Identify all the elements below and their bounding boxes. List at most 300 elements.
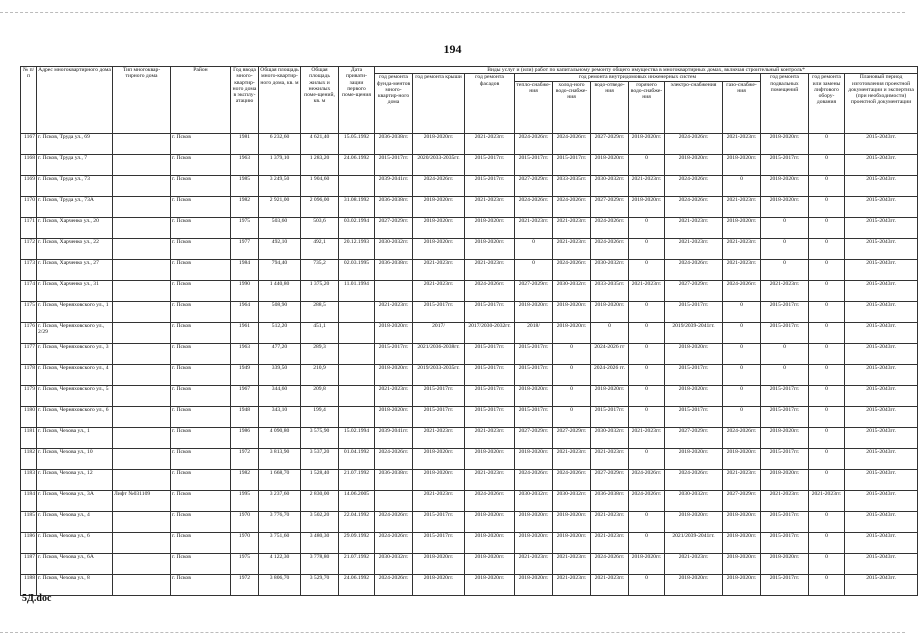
cell-privat-date	[339, 301, 375, 322]
cell-roof: 2015-2017гг.	[413, 532, 465, 553]
cell-hot-water: 0	[629, 511, 665, 532]
cell-year: 1985	[231, 175, 259, 196]
header-address: Адрес многоквартирного дома	[37, 67, 113, 134]
cell-electric: 2021-2023гг.	[665, 238, 723, 259]
cell-year: 1984	[231, 259, 259, 280]
table-body	[21, 133, 918, 595]
cell-address: г. Псков, Черняховского ул., 2/29	[37, 322, 113, 343]
cell-cold-water: 2030-2032гг.	[553, 490, 591, 511]
cell-living-area: 492,1	[301, 238, 339, 259]
cell-district: г. Псков	[171, 196, 231, 217]
cell-year: 1982	[231, 196, 259, 217]
cell-roof: 2018-2020гг.	[413, 574, 465, 595]
cell-planned: 2015-2043гг.	[845, 301, 918, 322]
table-row	[21, 301, 918, 322]
cell-facade: 2021-2023гг.	[465, 259, 515, 280]
cell-total-area: 6 232,60	[259, 133, 301, 154]
cell-basement: 2015-2017гг.	[761, 154, 809, 175]
cell-year: 1982	[231, 469, 259, 490]
cell-gas: 0	[723, 301, 761, 322]
cell-roof: 2021-2023гг.	[413, 490, 465, 511]
cell-address: г. Псков, Труда ул., 7	[37, 154, 113, 175]
cell-facade: 2021-2023гг.	[465, 469, 515, 490]
cell-planned: 2015-2043гг.	[845, 217, 918, 238]
cell-electric: 2024-2026гг.	[665, 469, 723, 490]
cell-district: г. Псков	[171, 490, 231, 511]
cell-foundation: 2036-2038гг.	[375, 196, 413, 217]
cell-living-area: 209,8	[301, 385, 339, 406]
cell-hot-water: 2018-2020гг.	[629, 133, 665, 154]
cell-type	[113, 448, 171, 469]
cell-basement: 0	[761, 364, 809, 385]
cell-electric: 2024-2026гг.	[665, 259, 723, 280]
cell-foundation: 2024-2026гг.	[375, 574, 413, 595]
cell-privat-date: 31.08.1992	[339, 196, 375, 217]
cell-address: г. Псков, Труда ул., 73	[37, 175, 113, 196]
cell-gas: 0	[723, 385, 761, 406]
cell-total-area: 343,10	[259, 406, 301, 427]
cell-heat: 2018-2020гг.	[515, 385, 553, 406]
cell-num: 1179	[21, 385, 37, 406]
cell-electric: 2027-2029гг.	[665, 427, 723, 448]
cell-facade: 2018-2020гг.	[465, 574, 515, 595]
cell-cold-water: 2024-2026гг.	[553, 259, 591, 280]
cell-address: г. Псков, Чехова ул., 10	[37, 448, 113, 469]
cell-roof: 2024-2026гг.	[413, 175, 465, 196]
cell-drainage: 2024-2026 гг	[591, 343, 629, 364]
cell-heat: 2015-2017гг.	[515, 343, 553, 364]
capital-repair-table	[20, 66, 918, 596]
cell-gas: 2018-2020гг.	[723, 217, 761, 238]
cell-heat: 2015-2017гг.	[515, 154, 553, 175]
cell-heat: 0	[515, 238, 553, 259]
cell-district: г. Псков	[171, 385, 231, 406]
cell-basement: 2021-2023гг.	[761, 490, 809, 511]
cell-type	[113, 427, 171, 448]
header-num: № п/п	[21, 67, 37, 134]
cell-basement: 2018-2020гг.	[761, 133, 809, 154]
cell-drainage: 0	[591, 322, 629, 343]
cell-facade: 2018-2020гг.	[465, 532, 515, 553]
cell-roof: 2018-2020гг.	[413, 217, 465, 238]
cell-district: г. Псков	[171, 364, 231, 385]
cell-type	[113, 154, 171, 175]
cell-year: 1990	[231, 280, 259, 301]
cell-basement: 2015-2017гг.	[761, 532, 809, 553]
cell-elevator: 0	[809, 154, 845, 175]
cell-gas: 2027-2029гг.	[723, 490, 761, 511]
cell-gas: 2024-2026гг.	[723, 280, 761, 301]
cell-basement: 2018-2020гг.	[761, 196, 809, 217]
header-type: Тип многоквар-тирного дома	[113, 67, 171, 134]
header-privat-date: Дата привати-зации первого поме-щения	[339, 67, 375, 134]
cell-type	[113, 217, 171, 238]
cell-heat: 2021-2023гг.	[515, 217, 553, 238]
cell-district: г. Псков	[171, 532, 231, 553]
cell-living-area: 3 529,70	[301, 574, 339, 595]
cell-electric: 2018-2020гг.	[665, 343, 723, 364]
cell-basement: 2018-2020гг.	[761, 175, 809, 196]
cell-heat: 2021-2023гг.	[515, 553, 553, 574]
cell-roof: 2017/	[413, 322, 465, 343]
cell-living-area: 3 778,80	[301, 553, 339, 574]
cell-cold-water: 2021-2023гг.	[553, 217, 591, 238]
cell-privat-date	[339, 343, 375, 364]
cell-district: г. Псков	[171, 511, 231, 532]
cell-living-area: 1 528,40	[301, 469, 339, 490]
cell-living-area: 210,9	[301, 364, 339, 385]
cell-privat-date: 29.09.1992	[339, 532, 375, 553]
scan-edge-bottom	[0, 632, 905, 633]
cell-basement: 2015-2017гг.	[761, 448, 809, 469]
cell-address: г. Псков, Чехова ул., 12	[37, 469, 113, 490]
cell-gas: 2024-2026гг.	[723, 427, 761, 448]
cell-elevator: 0	[809, 280, 845, 301]
cell-basement: 0	[761, 259, 809, 280]
cell-foundation: 2024-2026гг.	[375, 448, 413, 469]
cell-planned: 2015-2043гг.	[845, 406, 918, 427]
cell-planned: 2015-2043гг.	[845, 175, 918, 196]
cell-planned: 2015-2043гг.	[845, 343, 918, 364]
cell-privat-date: 02.03.1995	[339, 259, 375, 280]
cell-facade: 2015-2017гг.	[465, 385, 515, 406]
table-row	[21, 196, 918, 217]
cell-roof: 2021-2023гг.	[413, 259, 465, 280]
cell-num: 1188	[21, 574, 37, 595]
cell-living-area: 288,5	[301, 301, 339, 322]
cell-planned: 2015-2043гг.	[845, 259, 918, 280]
table-row	[21, 280, 918, 301]
cell-hot-water: 0	[629, 301, 665, 322]
cell-planned: 2015-2043гг.	[845, 364, 918, 385]
cell-elevator: 0	[809, 217, 845, 238]
cell-living-area: 289,3	[301, 343, 339, 364]
cell-electric: 2018-2020гг.	[665, 448, 723, 469]
cell-address: г. Псков, Черняховского ул., 4	[37, 364, 113, 385]
cell-gas: 2021-2023гг.	[723, 238, 761, 259]
cell-type	[113, 322, 171, 343]
cell-gas: 0	[723, 406, 761, 427]
cell-num: 1184	[21, 490, 37, 511]
cell-hot-water: 2021-2023гг.	[629, 427, 665, 448]
cell-address: г. Псков, Чехова ул., 6А	[37, 553, 113, 574]
cell-total-area: 1 440,80	[259, 280, 301, 301]
cell-drainage: 2015-2017гг.	[591, 406, 629, 427]
cell-hot-water: 0	[629, 406, 665, 427]
cell-address: г. Псков, Чехова ул., 4	[37, 511, 113, 532]
cell-planned: 2015-2043гг.	[845, 385, 918, 406]
cell-heat: 2024-2026гг.	[515, 469, 553, 490]
cell-elevator: 0	[809, 406, 845, 427]
cell-living-area: 1 375,20	[301, 280, 339, 301]
cell-type	[113, 553, 171, 574]
header-basement: год ремонта подвальных помещений	[761, 74, 809, 133]
cell-district: г. Псков	[171, 406, 231, 427]
cell-basement: 2021-2023гг.	[761, 280, 809, 301]
header-works-group: Виды услуг и (или) работ по капитальному ремонту общего имущества в многоквартирных домах, включая строительный контроль*	[375, 67, 918, 74]
cell-drainage: 2021-2023гг.	[591, 448, 629, 469]
cell-cold-water: 2027-2029гг.	[553, 427, 591, 448]
cell-planned: 2015-2043гг.	[845, 322, 918, 343]
header-roof: год ремонта крыши	[413, 74, 465, 133]
cell-heat: 2024-2026гг.	[515, 196, 553, 217]
cell-heat: 2018-2020гг.	[515, 301, 553, 322]
cell-roof: 2015-2017гг.	[413, 511, 465, 532]
cell-foundation: 2030-2032гг.	[375, 238, 413, 259]
cell-cold-water: 2021-2023гг.	[553, 448, 591, 469]
cell-cold-water: 2024-2026гг.	[553, 469, 591, 490]
header-drainage: водо-отведе-ния	[591, 81, 629, 133]
cell-hot-water: 2024-2026гг.	[629, 490, 665, 511]
cell-roof: 2015-2017гг.	[413, 406, 465, 427]
cell-privat-date: 22.04.1992	[339, 511, 375, 532]
cell-total-area: 339,50	[259, 364, 301, 385]
cell-privat-date	[339, 385, 375, 406]
cell-total-area: 492,10	[259, 238, 301, 259]
cell-roof: 2021/2036-2038гг.	[413, 343, 465, 364]
cell-drainage: 2018-2020гг.	[591, 385, 629, 406]
capital-repair-table-container	[20, 66, 914, 596]
cell-living-area: 3 502,20	[301, 511, 339, 532]
cell-electric: 2024-2026гг.	[665, 133, 723, 154]
cell-num: 1169	[21, 175, 37, 196]
cell-foundation	[375, 490, 413, 511]
cell-type	[113, 385, 171, 406]
cell-electric: 2024-2026гг.	[665, 196, 723, 217]
cell-drainage: 2027-2029гг.	[591, 469, 629, 490]
scan-edge-top	[0, 12, 905, 13]
table-row	[21, 511, 918, 532]
cell-total-area: 3 813,90	[259, 448, 301, 469]
cell-year: 1995	[231, 490, 259, 511]
cell-hot-water: 0	[629, 322, 665, 343]
table-row	[21, 385, 918, 406]
cell-facade: 2015-2017гг.	[465, 154, 515, 175]
cell-planned: 2015-2043гг.	[845, 154, 918, 175]
cell-type: Лифт №031109	[113, 490, 171, 511]
cell-basement: 0	[761, 217, 809, 238]
cell-total-area: 1 379,10	[259, 154, 301, 175]
cell-year: 1963	[231, 154, 259, 175]
cell-num: 1187	[21, 553, 37, 574]
cell-facade: 2015-2017гг.	[465, 343, 515, 364]
cell-facade: 2015-2017гг.	[465, 364, 515, 385]
cell-num: 1186	[21, 532, 37, 553]
cell-heat: 2027-2029гг.	[515, 427, 553, 448]
cell-cold-water: 2030-2032гг.	[553, 280, 591, 301]
cell-heat: 2018-2020гг.	[515, 574, 553, 595]
cell-heat: 2024-2026гг.	[515, 133, 553, 154]
table-row	[21, 217, 918, 238]
table-row	[21, 574, 918, 595]
cell-foundation	[375, 280, 413, 301]
cell-privat-date: 24.06.1992	[339, 574, 375, 595]
cell-electric: 2030-2032гг.	[665, 490, 723, 511]
cell-privat-date: 01.04.1992	[339, 448, 375, 469]
cell-hot-water: 0	[629, 343, 665, 364]
cell-facade: 2024-2026гг.	[465, 490, 515, 511]
cell-drainage: 2018-2020гг.	[591, 301, 629, 322]
cell-gas: 2018-2020гг.	[723, 511, 761, 532]
cell-type	[113, 343, 171, 364]
cell-cold-water: 2018-2020гг.	[553, 301, 591, 322]
cell-heat: 2030-2032гг.	[515, 490, 553, 511]
cell-roof: 2021-2023гг.	[413, 427, 465, 448]
cell-facade: 2018-2020гг.	[465, 238, 515, 259]
cell-total-area: 3 237,60	[259, 490, 301, 511]
cell-living-area: 1 283,20	[301, 154, 339, 175]
table-row	[21, 406, 918, 427]
cell-elevator: 0	[809, 175, 845, 196]
cell-gas: 2021-2023гг.	[723, 469, 761, 490]
cell-hot-water: 2021-2023гг.	[629, 280, 665, 301]
cell-district: г. Псков	[171, 175, 231, 196]
cell-electric: 2018-2020гг.	[665, 385, 723, 406]
cell-roof: 2018-2020гг.	[413, 448, 465, 469]
cell-foundation: 2024-2026гг.	[375, 511, 413, 532]
cell-cold-water: 0	[553, 364, 591, 385]
cell-gas: 0	[723, 175, 761, 196]
cell-drainage: 2018-2020гг.	[591, 154, 629, 175]
cell-drainage: 2024-2026гг.	[591, 238, 629, 259]
cell-foundation: 2036-2038гг.	[375, 469, 413, 490]
cell-elevator: 0	[809, 238, 845, 259]
cell-year: 1972	[231, 574, 259, 595]
cell-foundation: 2021-2023гг.	[375, 385, 413, 406]
cell-year: 1961	[231, 322, 259, 343]
cell-privat-date: 14.06.2005	[339, 490, 375, 511]
cell-num: 1185	[21, 511, 37, 532]
cell-living-area: 735,2	[301, 259, 339, 280]
cell-living-area: 451,1	[301, 322, 339, 343]
cell-cold-water: 2015-2017гг.	[553, 154, 591, 175]
table-row	[21, 448, 918, 469]
cell-planned: 2015-2043гг.	[845, 427, 918, 448]
cell-year: 1970	[231, 511, 259, 532]
cell-roof: 2019/2033-2035гг.	[413, 364, 465, 385]
cell-year: 1977	[231, 238, 259, 259]
cell-electric: 2027-2029гг.	[665, 280, 723, 301]
cell-facade: 2021-2023гг.	[465, 133, 515, 154]
cell-basement: 2015-2017гг.	[761, 574, 809, 595]
cell-drainage: 2024-2026гг.	[591, 217, 629, 238]
cell-hot-water: 0	[629, 217, 665, 238]
cell-heat: 0	[515, 259, 553, 280]
cell-type	[113, 175, 171, 196]
cell-planned: 2015-2043гг.	[845, 511, 918, 532]
cell-facade: 2015-2017гг.	[465, 175, 515, 196]
cell-num: 1168	[21, 154, 37, 175]
cell-drainage: 2036-2038гг.	[591, 490, 629, 511]
cell-cold-water: 0	[553, 385, 591, 406]
cell-drainage: 2021-2023гг.	[591, 511, 629, 532]
cell-drainage: 2033-2035гг.	[591, 280, 629, 301]
cell-roof: 2018-2020гг.	[413, 469, 465, 490]
cell-basement: 2015-2017гг.	[761, 301, 809, 322]
header-living-area: Общая площадь жилых и нежилых поме-щений, кв. м	[301, 67, 339, 134]
cell-heat: 2018/	[515, 322, 553, 343]
header-cold-water: холод-ного водо-снабже-ния	[553, 81, 591, 133]
cell-cold-water: 0	[553, 406, 591, 427]
cell-address: г. Псков, Чехова ул., 3А	[37, 490, 113, 511]
cell-gas: 2018-2020гг.	[723, 532, 761, 553]
cell-planned: 2015-2043гг.	[845, 490, 918, 511]
cell-district: г. Псков	[171, 301, 231, 322]
cell-gas: 2021-2023гг.	[723, 133, 761, 154]
table-row	[21, 553, 918, 574]
table-row	[21, 427, 918, 448]
cell-privat-date: 21.07.1992	[339, 469, 375, 490]
cell-heat: 2015-2017гг.	[515, 406, 553, 427]
cell-district: г. Псков	[171, 469, 231, 490]
cell-hot-water: 2024-2026гг.	[629, 469, 665, 490]
cell-total-area: 3 806,70	[259, 574, 301, 595]
cell-total-area: 344,60	[259, 385, 301, 406]
cell-cold-water: 2021-2023гг.	[553, 553, 591, 574]
cell-electric: 2015-2017гг.	[665, 301, 723, 322]
cell-cold-water: 0	[553, 343, 591, 364]
cell-electric: 2018-2020гг.	[665, 154, 723, 175]
cell-facade: 2018-2020гг.	[465, 217, 515, 238]
cell-basement: 0	[761, 343, 809, 364]
cell-address: г. Псков, Харченко ул., 27	[37, 259, 113, 280]
cell-type	[113, 532, 171, 553]
cell-num: 1167	[21, 133, 37, 154]
cell-elevator: 2021-2023гг.	[809, 490, 845, 511]
cell-elevator: 0	[809, 532, 845, 553]
cell-drainage: 2027-2029гг.	[591, 196, 629, 217]
cell-basement: 2018-2020гг.	[761, 469, 809, 490]
table-row	[21, 259, 918, 280]
cell-privat-date: 20.12.1993	[339, 238, 375, 259]
header-systems-group: год ремонта внутридомовых инженерных систем	[515, 74, 761, 81]
cell-district: г. Псков	[171, 238, 231, 259]
cell-heat: 2018-2020гг.	[515, 511, 553, 532]
cell-heat: 2027-2029гг.	[515, 175, 553, 196]
cell-address: г. Псков, Черняховского ул., 6	[37, 406, 113, 427]
cell-roof: 2015-2017гг.	[413, 301, 465, 322]
cell-type	[113, 511, 171, 532]
cell-basement: 2015-2017гг.	[761, 511, 809, 532]
cell-planned: 2015-2043гг.	[845, 238, 918, 259]
cell-elevator: 0	[809, 196, 845, 217]
cell-gas: 2021-2023гг.	[723, 259, 761, 280]
cell-privat-date: 11.01.1994	[339, 280, 375, 301]
cell-type	[113, 280, 171, 301]
cell-privat-date	[339, 406, 375, 427]
cell-drainage: 2021-2023гг.	[591, 532, 629, 553]
cell-drainage: 2027-2029гг.	[591, 133, 629, 154]
cell-type	[113, 196, 171, 217]
cell-gas: 0	[723, 343, 761, 364]
cell-foundation: 2024-2026гг.	[375, 532, 413, 553]
cell-electric: 2024-2026гг.	[665, 175, 723, 196]
header-hot-water: горячего водо-снабже-ния	[629, 81, 665, 133]
cell-year: 1964	[231, 301, 259, 322]
header-foundation: год ремонта фунда-ментов много-квартир-ного дома	[375, 74, 413, 133]
cell-gas: 0	[723, 322, 761, 343]
cell-foundation: 2030-2032гг.	[375, 553, 413, 574]
cell-district: г. Псков	[171, 280, 231, 301]
page-number: 194	[443, 42, 462, 56]
cell-heat: 2027-2029гг.	[515, 280, 553, 301]
cell-foundation: 2039-2041гг.	[375, 175, 413, 196]
cell-foundation: 2021-2023гг.	[375, 301, 413, 322]
cell-num: 1173	[21, 259, 37, 280]
cell-elevator: 0	[809, 133, 845, 154]
cell-district: г. Псков	[171, 217, 231, 238]
cell-elevator: 0	[809, 553, 845, 574]
